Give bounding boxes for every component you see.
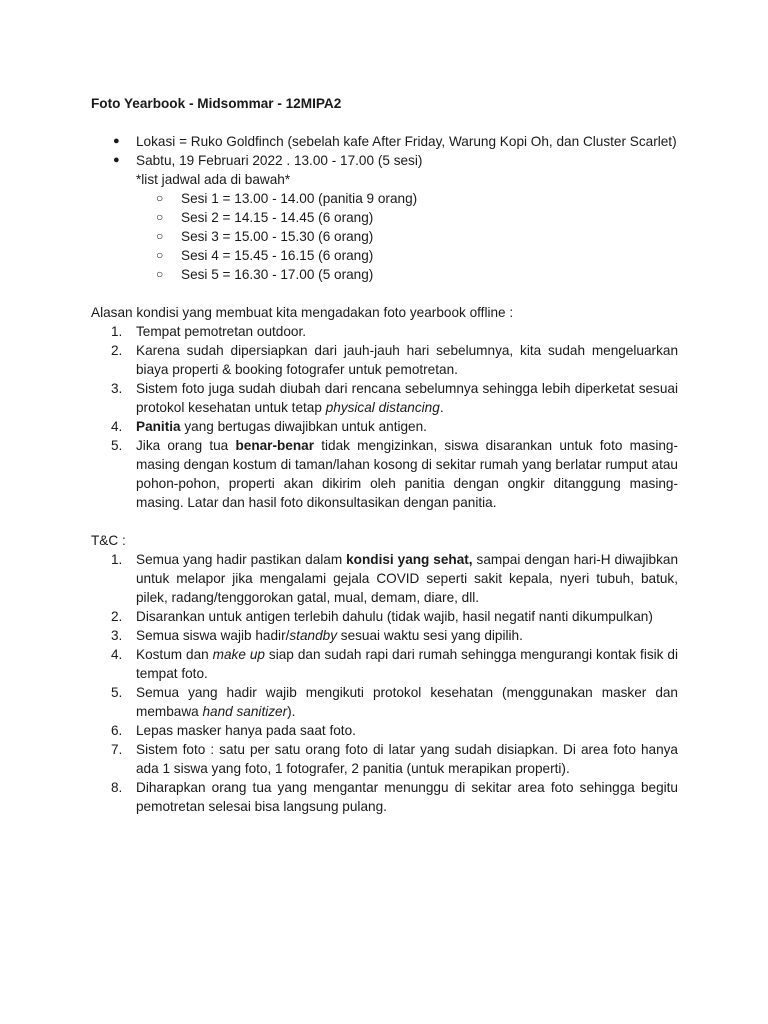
reason-item: 3. Sistem foto juga sudah diubah dari rencana sebelumnya sehingga lebih diperketat sesuai protokol kesehatan untuk tetap physical distancing. (111, 381, 678, 415)
location-text: Lokasi = Ruko Goldfinch (sebelah kafe After Friday, Warung Kopi Oh, dan Cluster Scarlet) (136, 134, 677, 149)
reason-item: 1. Tempat pemotretan outdoor. (111, 324, 307, 339)
info-list (91, 132, 678, 284)
bullet-icon: ● (113, 135, 120, 147)
date-text: Sabtu, 19 Februari 2022 . 13.00 - 17.00 (5 sesi) (136, 153, 423, 168)
reasons-intro: Alasan kondisi yang membuat kita mengadakan foto yearbook offline : (91, 305, 514, 320)
schedule-note: *list jadwal ada di bawah* (136, 172, 291, 187)
tc-item: 3. Semua siswa wajib hadir/standby sesuai waktu sesi yang dipilih. (111, 628, 523, 643)
circle-bullet-icon: ○ (156, 248, 164, 262)
bullet-icon: ● (113, 154, 120, 166)
session-item: ○ Sesi 4 = 15.45 - 16.15 (6 orang) (156, 248, 374, 263)
tc-item: 5. Semua yang hadir wajib mengikuti protokol kesehatan (menggunakan masker dan membawa hand sanitizer). (111, 685, 678, 719)
document-page (91, 94, 678, 816)
session-item: ○ Sesi 3 = 15.00 - 15.30 (6 orang) (156, 229, 374, 244)
tc-item: 2. Disarankan untuk antigen terlebih dahulu (tidak wajib, hasil negatif nanti dikumpulkan) (111, 609, 653, 624)
tc-list (91, 550, 678, 816)
tc-item: 6. Lepas masker hanya pada saat foto. (111, 723, 356, 738)
info-date (91, 151, 678, 284)
circle-bullet-icon: ○ (156, 210, 164, 224)
reason-item: 4. Panitia yang bertugas diwajibkan untuk antigen. (111, 419, 427, 434)
circle-bullet-icon: ○ (156, 267, 164, 281)
reasons-list (91, 322, 678, 512)
tc-item: 8. Diharapkan orang tua yang mengantar menunggu di sekitar area foto sehingga begitu pemotretan selesai bisa langsung pulang. (111, 780, 678, 814)
reason-item: 2. Karena sudah dipersiapkan dari jauh-jauh hari sebelumnya, kita sudah mengeluarkan biaya properti & booking fotografer untuk pemotretan. (111, 343, 678, 377)
session-item: ○ Sesi 5 = 16.30 - 17.00 (5 orang) (156, 267, 374, 282)
tc-heading: T&C : (91, 533, 126, 548)
circle-bullet-icon: ○ (156, 191, 164, 205)
document-title: Foto Yearbook - Midsommar - 12MIPA2 (91, 96, 342, 111)
session-item: ○ Sesi 2 = 14.15 - 14.45 (6 orang) (156, 210, 374, 225)
tc-item: 4. Kostum dan make up siap dan sudah rapi dari rumah sehingga mengurangi kontak fisik di tempat foto. (111, 647, 678, 681)
tc-item: 7. Sistem foto : satu per satu orang foto di latar yang sudah disiapkan. Di area foto hanya ada 1 siswa yang foto, 1 fotografer, 2 panitia (untuk merapikan properti). (111, 742, 678, 776)
tc-item: 1. Semua yang hadir pastikan dalam kondisi yang sehat, sampai dengan hari-H diwajibkan untuk melapor jika mengalami gejala COVID seperti sakit kepala, nyeri tubuh, batuk, pilek, radang/tenggorokan gatal, mual, demam, diare, dll. (111, 552, 679, 605)
session-list (136, 189, 678, 284)
reason-item: 5. Jika orang tua benar-benar tidak mengizinkan, siswa disarankan untuk foto masing-masing dengan kostum di taman/lahan kosong di sekitar rumah yang berlatar rumput atau pohon-pohon, properti akan dikirim oleh panitia dengan ongkir ditanggung masing-masing. Latar dan hasil foto dikonsultasikan dengan panitia. (111, 438, 678, 510)
info-location (91, 132, 678, 151)
circle-bullet-icon: ○ (156, 229, 164, 243)
session-item: ○ Sesi 1 = 13.00 - 14.00 (panitia 9 orang) (156, 191, 418, 206)
